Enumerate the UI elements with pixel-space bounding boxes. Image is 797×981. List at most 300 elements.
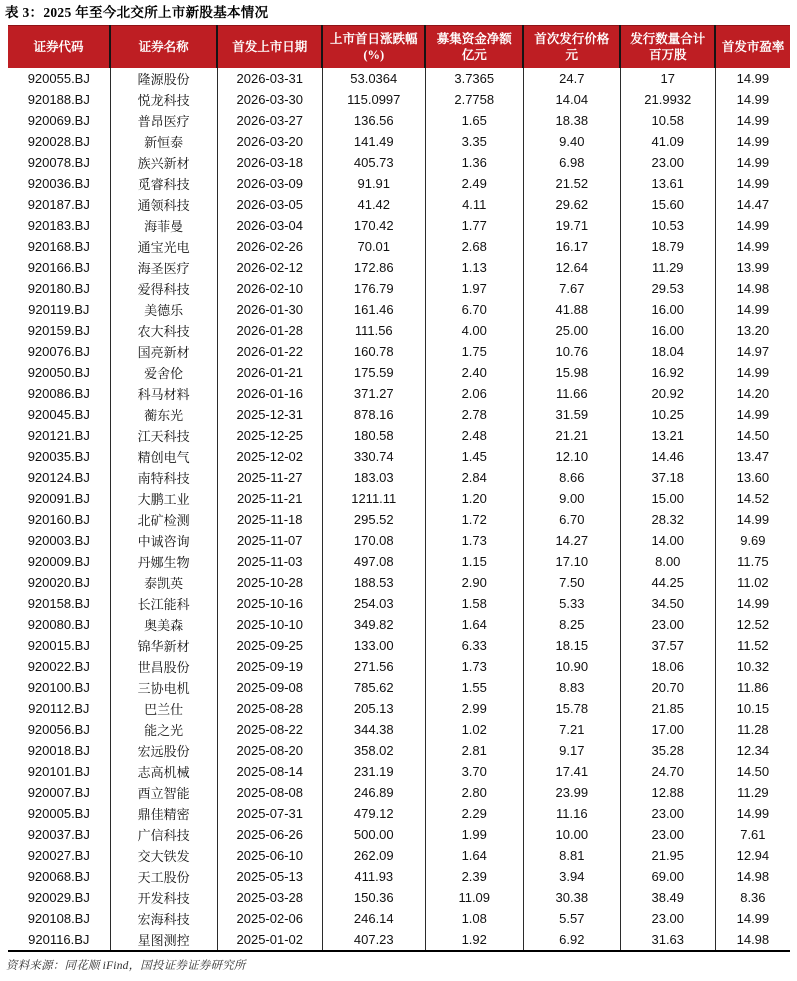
source-note: 资料来源：同花顺 iFind，国投证券证券研究所 [6, 960, 246, 972]
cell-net_funds_raised_100m_yuan: 6.70 [425, 299, 523, 320]
table-row [8, 68, 790, 89]
cell-name: 广信科技 [110, 824, 217, 845]
cell-code: 920116.BJ [8, 929, 110, 951]
cell-ipo_pe: 14.99 [715, 89, 790, 110]
table-row [8, 614, 790, 635]
column-header-line2: 元 [565, 48, 579, 62]
cell-ipo_pe: 13.47 [715, 446, 790, 467]
cell-issue_price_yuan: 18.38 [523, 110, 620, 131]
cell-issue_price_yuan: 15.78 [523, 698, 620, 719]
cell-list_date: 2026-03-30 [217, 89, 322, 110]
cell-ipo_pe: 14.99 [715, 173, 790, 194]
cell-code: 920037.BJ [27, 827, 90, 842]
cell-code: 920086.BJ [27, 386, 90, 401]
cell-issue_price_yuan: 17.41 [523, 761, 620, 782]
cell-ipo_pe: 13.20 [715, 320, 790, 341]
cell-issue_price_yuan: 17.10 [523, 551, 620, 572]
cell-first_day_change_pct: 111.56 [322, 320, 425, 341]
cell-list_date: 2026-03-31 [217, 68, 322, 89]
cell-issue_price_yuan: 14.27 [523, 530, 620, 551]
column-header-line1: 证券名称 [138, 40, 189, 54]
cell-issue_price_yuan: 19.71 [523, 215, 620, 236]
cell-list_date: 2025-08-08 [217, 782, 322, 803]
cell-ipo_pe: 14.47 [715, 194, 790, 215]
cell-list_date: 2025-09-19 [217, 656, 322, 677]
cell-ipo_pe: 14.98 [715, 278, 790, 299]
cell-issue_price_yuan: 6.70 [523, 509, 620, 530]
cell-issue_price_yuan: 15.98 [523, 362, 620, 383]
cell-ipo_pe: 7.61 [715, 824, 790, 845]
cell-code: 920100.BJ [27, 680, 90, 695]
table-row [8, 761, 790, 782]
cell-issue_price_yuan: 8.66 [523, 467, 620, 488]
cell-issue_qty_million_shares: 14.00 [620, 530, 715, 551]
cell-ipo_pe: 12.34 [715, 740, 790, 761]
cell-issue_qty_million_shares: 20.70 [620, 677, 715, 698]
cell-name: 奥美森 [110, 614, 217, 635]
cell-net_funds_raised_100m_yuan: 2.06 [425, 383, 523, 404]
cell-name: 科马材料 [110, 383, 217, 404]
cell-ipo_pe: 14.99 [715, 803, 790, 824]
cell-code: 920076.BJ [27, 344, 90, 359]
cell-list_date: 2025-02-06 [217, 908, 322, 929]
cell-net_funds_raised_100m_yuan: 1.58 [425, 593, 523, 614]
cell-issue_qty_million_shares: 24.70 [620, 761, 715, 782]
cell-issue_price_yuan: 16.17 [523, 236, 620, 257]
cell-code: 920101.BJ [27, 764, 90, 779]
cell-first_day_change_pct: 160.78 [322, 341, 425, 362]
cell-issue_qty_million_shares: 23.00 [620, 908, 715, 929]
cell-first_day_change_pct: 254.03 [322, 593, 425, 614]
cell-first_day_change_pct: 175.59 [322, 362, 425, 383]
cell-issue_qty_million_shares: 23.00 [620, 614, 715, 635]
cell-name: 巴兰仕 [110, 698, 217, 719]
cell-name: 悦龙科技 [110, 89, 217, 110]
cell-net_funds_raised_100m_yuan: 4.00 [425, 320, 523, 341]
cell-ipo_pe: 13.99 [715, 257, 790, 278]
cell-list_date: 2025-09-08 [217, 677, 322, 698]
cell-ipo_pe: 11.75 [715, 551, 790, 572]
cell-net_funds_raised_100m_yuan: 1.75 [425, 341, 523, 362]
cell-issue_price_yuan: 12.64 [523, 257, 620, 278]
cell-ipo_pe: 14.99 [715, 593, 790, 614]
cell-first_day_change_pct: 330.74 [322, 446, 425, 467]
cell-first_day_change_pct: 785.62 [322, 677, 425, 698]
cell-name: 国亮新材 [110, 341, 217, 362]
column-header-line2: (%) [363, 48, 385, 62]
cell-list_date: 2026-03-05 [217, 194, 322, 215]
ipo-table [8, 25, 790, 952]
cell-issue_price_yuan: 10.90 [523, 656, 620, 677]
cell-issue_price_yuan: 24.7 [523, 68, 620, 89]
cell-issue_price_yuan: 9.17 [523, 740, 620, 761]
cell-ipo_pe: 14.52 [715, 488, 790, 509]
table-row [8, 488, 790, 509]
cell-net_funds_raised_100m_yuan: 6.33 [425, 635, 523, 656]
cell-net_funds_raised_100m_yuan: 3.70 [425, 761, 523, 782]
cell-name: 隆源股份 [110, 68, 217, 89]
cell-net_funds_raised_100m_yuan: 2.29 [425, 803, 523, 824]
cell-list_date: 2026-01-28 [217, 320, 322, 341]
cell-code: 920187.BJ [27, 197, 90, 212]
cell-issue_price_yuan: 21.52 [523, 173, 620, 194]
cell-ipo_pe: 14.99 [715, 68, 790, 89]
cell-list_date: 2025-11-03 [217, 551, 322, 572]
table-row [8, 278, 790, 299]
cell-issue_price_yuan: 7.21 [523, 719, 620, 740]
cell-issue_qty_million_shares: 17.00 [620, 719, 715, 740]
table-row [8, 803, 790, 824]
cell-list_date: 2025-09-25 [217, 635, 322, 656]
column-header-issue_qty_million_shares [620, 26, 715, 69]
cell-name: 普昂医疗 [110, 110, 217, 131]
cell-ipo_pe: 14.99 [715, 236, 790, 257]
cell-list_date: 2025-07-31 [217, 803, 322, 824]
cell-issue_price_yuan: 7.50 [523, 572, 620, 593]
cell-issue_qty_million_shares: 44.25 [620, 572, 715, 593]
table-row [8, 845, 790, 866]
cell-net_funds_raised_100m_yuan: 1.55 [425, 677, 523, 698]
cell-issue_qty_million_shares: 15.60 [620, 194, 715, 215]
cell-ipo_pe: 14.99 [715, 404, 790, 425]
column-header-list_date [217, 26, 322, 69]
cell-issue_qty_million_shares: 23.00 [620, 824, 715, 845]
cell-ipo_pe: 14.99 [715, 509, 790, 530]
cell-issue_price_yuan: 6.98 [523, 152, 620, 173]
table-row [8, 173, 790, 194]
table-row [8, 320, 790, 341]
cell-issue_qty_million_shares: 13.61 [620, 173, 715, 194]
cell-net_funds_raised_100m_yuan: 1.36 [425, 152, 523, 173]
cell-code: 920180.BJ [27, 281, 90, 296]
cell-code: 920160.BJ [27, 512, 90, 527]
cell-first_day_change_pct: 344.38 [322, 719, 425, 740]
cell-issue_price_yuan: 18.15 [523, 635, 620, 656]
cell-name: 长江能科 [110, 593, 217, 614]
cell-net_funds_raised_100m_yuan: 2.90 [425, 572, 523, 593]
cell-net_funds_raised_100m_yuan: 1.15 [425, 551, 523, 572]
cell-first_day_change_pct: 141.49 [322, 131, 425, 152]
cell-issue_price_yuan: 11.66 [523, 383, 620, 404]
cell-first_day_change_pct: 180.58 [322, 425, 425, 446]
cell-ipo_pe: 11.52 [715, 635, 790, 656]
cell-net_funds_raised_100m_yuan: 1.73 [425, 530, 523, 551]
cell-first_day_change_pct: 133.00 [322, 635, 425, 656]
cell-list_date: 2026-01-16 [217, 383, 322, 404]
cell-first_day_change_pct: 878.16 [322, 404, 425, 425]
column-header-code [8, 26, 110, 69]
cell-name: 爱得科技 [110, 278, 217, 299]
cell-list_date: 2025-12-02 [217, 446, 322, 467]
table-row [8, 740, 790, 761]
column-header-line1: 首发上市日期 [232, 40, 308, 54]
cell-ipo_pe: 9.69 [715, 530, 790, 551]
cell-list_date: 2025-08-22 [217, 719, 322, 740]
cell-issue_qty_million_shares: 13.21 [620, 425, 715, 446]
cell-issue_qty_million_shares: 16.92 [620, 362, 715, 383]
cell-net_funds_raised_100m_yuan: 1.20 [425, 488, 523, 509]
cell-code: 920091.BJ [27, 491, 90, 506]
cell-name: 世昌股份 [110, 656, 217, 677]
cell-list_date: 2025-11-07 [217, 530, 322, 551]
cell-first_day_change_pct: 161.46 [322, 299, 425, 320]
cell-name: 北矿检测 [110, 509, 217, 530]
cell-net_funds_raised_100m_yuan: 1.72 [425, 509, 523, 530]
cell-issue_qty_million_shares: 10.58 [620, 110, 715, 131]
cell-net_funds_raised_100m_yuan: 1.13 [425, 257, 523, 278]
table-row [8, 152, 790, 173]
cell-name: 通宝光电 [110, 236, 217, 257]
cell-ipo_pe: 14.50 [715, 761, 790, 782]
cell-issue_qty_million_shares: 21.9932 [620, 89, 715, 110]
column-header-line2: 百万股 [649, 48, 687, 62]
cell-net_funds_raised_100m_yuan: 1.02 [425, 719, 523, 740]
cell-issue_qty_million_shares: 21.95 [620, 845, 715, 866]
table-row [8, 341, 790, 362]
cell-name: 蘅东光 [110, 404, 217, 425]
cell-issue_price_yuan: 12.10 [523, 446, 620, 467]
cell-issue_price_yuan: 11.16 [523, 803, 620, 824]
cell-list_date: 2025-11-18 [217, 509, 322, 530]
cell-issue_qty_million_shares: 15.00 [620, 488, 715, 509]
table-row [8, 887, 790, 908]
cell-ipo_pe: 10.32 [715, 656, 790, 677]
table-row [8, 425, 790, 446]
cell-name: 大鹏工业 [110, 488, 217, 509]
cell-issue_qty_million_shares: 28.32 [620, 509, 715, 530]
cell-issue_qty_million_shares: 16.00 [620, 320, 715, 341]
cell-list_date: 2025-12-31 [217, 404, 322, 425]
cell-code: 920124.BJ [27, 470, 90, 485]
cell-name: 族兴新材 [110, 152, 217, 173]
cell-issue_qty_million_shares: 41.09 [620, 131, 715, 152]
cell-issue_price_yuan: 9.00 [523, 488, 620, 509]
cell-ipo_pe: 11.02 [715, 572, 790, 593]
cell-first_day_change_pct: 271.56 [322, 656, 425, 677]
cell-issue_price_yuan: 8.25 [523, 614, 620, 635]
column-header-line1: 首次发行价格 [534, 32, 610, 46]
cell-net_funds_raised_100m_yuan: 2.68 [425, 236, 523, 257]
cell-list_date: 2025-08-28 [217, 698, 322, 719]
cell-first_day_change_pct: 246.14 [322, 908, 425, 929]
cell-code: 920035.BJ [27, 449, 90, 464]
cell-issue_qty_million_shares: 38.49 [620, 887, 715, 908]
cell-first_day_change_pct: 1211.11 [322, 488, 425, 509]
cell-name: 交大铁发 [110, 845, 217, 866]
cell-first_day_change_pct: 262.09 [322, 845, 425, 866]
cell-list_date: 2025-05-13 [217, 866, 322, 887]
cell-ipo_pe: 14.97 [715, 341, 790, 362]
cell-name: 中诚咨询 [110, 530, 217, 551]
cell-code: 920022.BJ [27, 659, 90, 674]
cell-code: 920007.BJ [27, 785, 90, 800]
cell-list_date: 2026-02-10 [217, 278, 322, 299]
cell-net_funds_raised_100m_yuan: 2.48 [425, 425, 523, 446]
cell-ipo_pe: 12.52 [715, 614, 790, 635]
cell-net_funds_raised_100m_yuan: 2.7758 [425, 89, 523, 110]
table-title: 表 3：2025 年至今北交所上市新股基本情况 [5, 5, 269, 20]
cell-ipo_pe: 11.29 [715, 782, 790, 803]
cell-net_funds_raised_100m_yuan: 1.77 [425, 215, 523, 236]
cell-net_funds_raised_100m_yuan: 1.45 [425, 446, 523, 467]
cell-net_funds_raised_100m_yuan: 3.7365 [425, 68, 523, 89]
table-row [8, 593, 790, 614]
table-row [8, 530, 790, 551]
cell-issue_price_yuan: 21.21 [523, 425, 620, 446]
cell-code: 920018.BJ [27, 743, 90, 758]
table-row [8, 908, 790, 929]
column-header-first_day_change_pct [322, 26, 425, 69]
cell-first_day_change_pct: 115.0997 [322, 89, 425, 110]
cell-issue_price_yuan: 10.00 [523, 824, 620, 845]
cell-net_funds_raised_100m_yuan: 1.92 [425, 929, 523, 951]
column-header-line1: 上市首日涨跌幅 [330, 32, 418, 46]
cell-list_date: 2025-06-26 [217, 824, 322, 845]
cell-net_funds_raised_100m_yuan: 1.64 [425, 845, 523, 866]
cell-first_day_change_pct: 407.23 [322, 929, 425, 951]
cell-list_date: 2026-01-30 [217, 299, 322, 320]
table-row [8, 572, 790, 593]
cell-net_funds_raised_100m_yuan: 2.81 [425, 740, 523, 761]
cell-issue_price_yuan: 31.59 [523, 404, 620, 425]
cell-name: 能之光 [110, 719, 217, 740]
cell-name: 星图测控 [110, 929, 217, 951]
cell-ipo_pe: 14.98 [715, 866, 790, 887]
cell-issue_qty_million_shares: 23.00 [620, 803, 715, 824]
cell-ipo_pe: 14.50 [715, 425, 790, 446]
cell-code: 920108.BJ [27, 911, 90, 926]
cell-ipo_pe: 10.15 [715, 698, 790, 719]
cell-ipo_pe: 11.86 [715, 677, 790, 698]
cell-code: 920158.BJ [27, 596, 90, 611]
column-header-line1: 首发市盈率 [721, 40, 785, 54]
cell-issue_qty_million_shares: 18.06 [620, 656, 715, 677]
table-row [8, 719, 790, 740]
cell-net_funds_raised_100m_yuan: 2.49 [425, 173, 523, 194]
cell-first_day_change_pct: 246.89 [322, 782, 425, 803]
table-row [8, 551, 790, 572]
cell-net_funds_raised_100m_yuan: 1.73 [425, 656, 523, 677]
cell-net_funds_raised_100m_yuan: 2.84 [425, 467, 523, 488]
cell-code: 920009.BJ [27, 554, 90, 569]
cell-issue_qty_million_shares: 35.28 [620, 740, 715, 761]
cell-name: 通领科技 [110, 194, 217, 215]
cell-ipo_pe: 14.99 [715, 215, 790, 236]
cell-issue_qty_million_shares: 23.00 [620, 152, 715, 173]
cell-list_date: 2026-03-04 [217, 215, 322, 236]
cell-issue_price_yuan: 7.67 [523, 278, 620, 299]
cell-name: 天工股份 [110, 866, 217, 887]
cell-issue_qty_million_shares: 10.53 [620, 215, 715, 236]
cell-ipo_pe: 14.99 [715, 908, 790, 929]
cell-name: 海菲曼 [110, 215, 217, 236]
cell-issue_price_yuan: 5.33 [523, 593, 620, 614]
cell-net_funds_raised_100m_yuan: 1.99 [425, 824, 523, 845]
cell-issue_qty_million_shares: 8.00 [620, 551, 715, 572]
cell-first_day_change_pct: 150.36 [322, 887, 425, 908]
cell-name: 开发科技 [110, 887, 217, 908]
cell-issue_qty_million_shares: 29.53 [620, 278, 715, 299]
cell-first_day_change_pct: 91.91 [322, 173, 425, 194]
table-row [8, 89, 790, 110]
cell-list_date: 2026-02-26 [217, 236, 322, 257]
cell-name: 志高机械 [110, 761, 217, 782]
cell-issue_qty_million_shares: 31.63 [620, 929, 715, 951]
table-row [8, 362, 790, 383]
cell-issue_price_yuan: 6.92 [523, 929, 620, 951]
cell-code: 920159.BJ [27, 323, 90, 338]
cell-issue_price_yuan: 14.04 [523, 89, 620, 110]
cell-name: 海圣医疗 [110, 257, 217, 278]
cell-issue_price_yuan: 41.88 [523, 299, 620, 320]
table-row [8, 131, 790, 152]
cell-code: 920027.BJ [27, 848, 90, 863]
table-row [8, 467, 790, 488]
table-row [8, 656, 790, 677]
cell-issue_price_yuan: 9.40 [523, 131, 620, 152]
cell-first_day_change_pct: 371.27 [322, 383, 425, 404]
cell-ipo_pe: 13.60 [715, 467, 790, 488]
table-row [8, 635, 790, 656]
cell-first_day_change_pct: 500.00 [322, 824, 425, 845]
cell-first_day_change_pct: 170.42 [322, 215, 425, 236]
cell-issue_price_yuan: 29.62 [523, 194, 620, 215]
cell-issue_price_yuan: 10.76 [523, 341, 620, 362]
cell-list_date: 2025-10-28 [217, 572, 322, 593]
cell-code: 920078.BJ [27, 155, 90, 170]
cell-list_date: 2025-11-27 [217, 467, 322, 488]
cell-code: 920020.BJ [27, 575, 90, 590]
cell-name: 美德乐 [110, 299, 217, 320]
cell-code: 920121.BJ [27, 428, 90, 443]
cell-code: 920005.BJ [27, 806, 90, 821]
cell-code: 920166.BJ [27, 260, 90, 275]
cell-net_funds_raised_100m_yuan: 1.65 [425, 110, 523, 131]
cell-code: 920056.BJ [27, 722, 90, 737]
cell-issue_qty_million_shares: 34.50 [620, 593, 715, 614]
cell-list_date: 2026-03-09 [217, 173, 322, 194]
cell-issue_qty_million_shares: 18.04 [620, 341, 715, 362]
column-header-name [110, 26, 217, 69]
cell-first_day_change_pct: 295.52 [322, 509, 425, 530]
header-row [8, 26, 790, 69]
cell-ipo_pe: 12.94 [715, 845, 790, 866]
cell-list_date: 2025-10-16 [217, 593, 322, 614]
cell-list_date: 2026-03-27 [217, 110, 322, 131]
cell-net_funds_raised_100m_yuan: 2.80 [425, 782, 523, 803]
cell-first_day_change_pct: 205.13 [322, 698, 425, 719]
cell-net_funds_raised_100m_yuan: 3.35 [425, 131, 523, 152]
column-header-issue_price_yuan [523, 26, 620, 69]
cell-first_day_change_pct: 70.01 [322, 236, 425, 257]
cell-ipo_pe: 14.98 [715, 929, 790, 951]
cell-code: 920188.BJ [27, 92, 90, 107]
cell-name: 农大科技 [110, 320, 217, 341]
cell-name: 三协电机 [110, 677, 217, 698]
column-header-net_funds_raised_100m_yuan [425, 26, 523, 69]
cell-issue_qty_million_shares: 21.85 [620, 698, 715, 719]
cell-issue_qty_million_shares: 18.79 [620, 236, 715, 257]
cell-first_day_change_pct: 41.42 [322, 194, 425, 215]
table-row [8, 383, 790, 404]
cell-ipo_pe: 14.99 [715, 362, 790, 383]
cell-net_funds_raised_100m_yuan: 11.09 [425, 887, 523, 908]
cell-first_day_change_pct: 172.86 [322, 257, 425, 278]
cell-net_funds_raised_100m_yuan: 2.99 [425, 698, 523, 719]
cell-issue_qty_million_shares: 12.88 [620, 782, 715, 803]
table-row [8, 215, 790, 236]
cell-name: 爱舍伦 [110, 362, 217, 383]
